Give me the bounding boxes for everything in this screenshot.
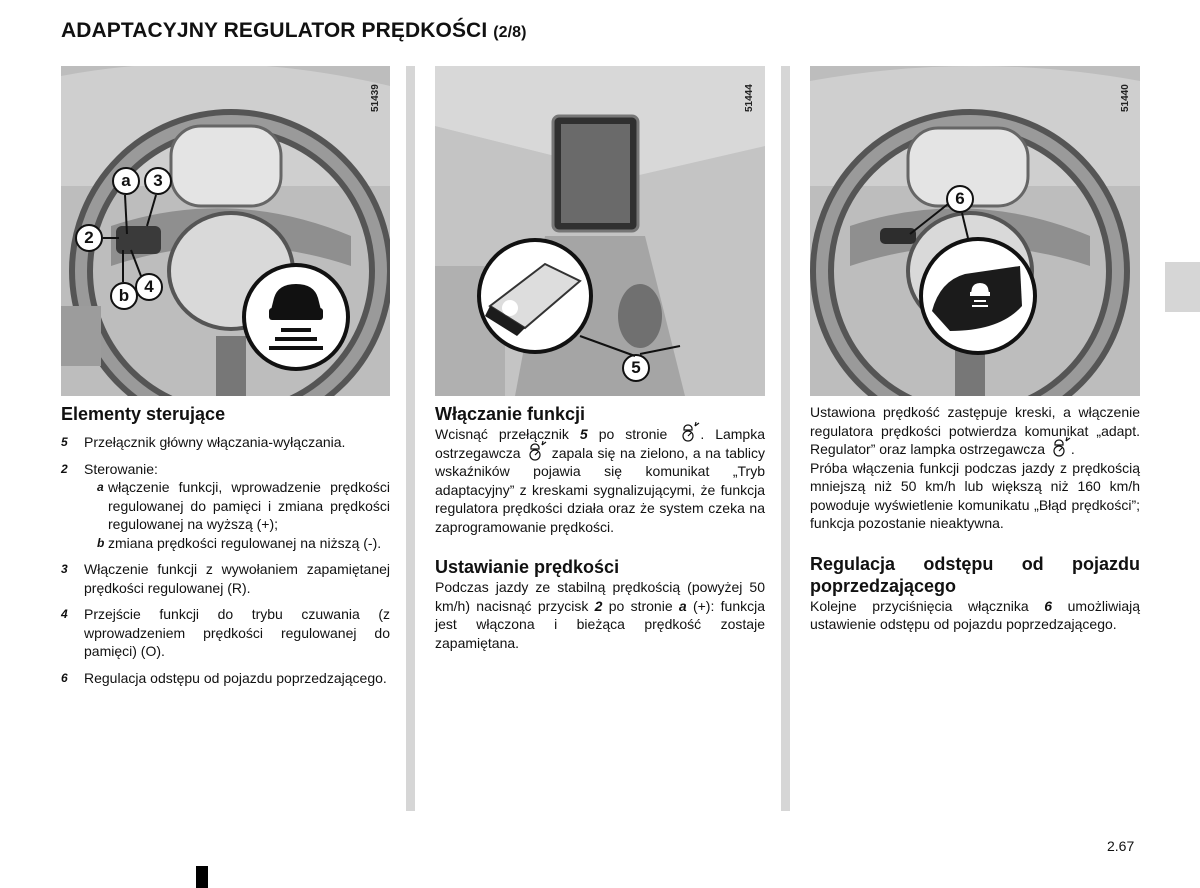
section-paragraph: Próba włączenia funkcji podczas jazdy z prędkością mniejszą niż 50 km/h lub większą niż 160 km/h powoduje wyświetlenie komunikatu „Błąd prędkości”; funkcja pozostanie nieaktywna. [810, 459, 1140, 531]
callout-b: b [110, 282, 138, 310]
item-key: 4 [61, 607, 68, 621]
text-span: po stronie [598, 426, 668, 442]
text-span: Kolejne przyciśnięcia włącznika [810, 597, 1029, 614]
figure-console-switch [435, 66, 765, 396]
text-span: po stronie [608, 597, 673, 614]
figure-distance-button [810, 66, 1140, 396]
figure-number: 51440 [1120, 84, 1131, 112]
text-span: Ustawiona prędkość zastępuje kreski, a włączenie regulatora prędkości potwierdza komunikat „adapt. Regulator” oraz lampka ostrzegawcza [810, 404, 1140, 457]
figure-steering-controls [61, 66, 390, 396]
list-item [61, 560, 390, 597]
item-key: 5 [61, 435, 68, 449]
page-title-text: ADAPTACYJNY REGULATOR PRĘDKOŚCI [61, 19, 488, 42]
text-span: (+): funkcja jest włączona i bieżąca prędkość zostaje zapamiętana. [435, 597, 765, 651]
page-number: 2.67 [1107, 838, 1135, 854]
item-key: 3 [61, 562, 68, 576]
callout-a: a [112, 167, 140, 195]
section-heading: Regulacja odstępu od pojazdu poprzedzającego [810, 553, 1140, 596]
sub-list-item [84, 478, 390, 534]
chapter-tab-marker [1165, 262, 1200, 312]
item-key: 2 [61, 461, 68, 476]
page-indicator: (2/8) [493, 24, 527, 41]
cruise-warning-lamp-icon [1049, 436, 1071, 458]
middle-column [435, 403, 765, 652]
text-span: . Lampka ostrzegawcza [435, 426, 766, 461]
page-title [61, 19, 527, 43]
figure-number: 51439 [370, 84, 381, 112]
item-key: 6 [61, 670, 68, 685]
sub-item-text: włączenie funkcji, wprowadzenie prędkości regulowanej do pamięci i zmiana prędkości regulowanej na wyższą (+); [108, 479, 390, 532]
callout-2: 2 [75, 224, 103, 252]
cruise-warning-lamp-icon [525, 440, 547, 462]
list-item [61, 460, 390, 553]
ref-key: 2 [594, 597, 603, 614]
callout-leader-lines [435, 66, 765, 396]
list-item [61, 669, 390, 688]
column-divider [406, 66, 415, 811]
ref-key: 5 [579, 426, 588, 442]
text-span: umożliwiają ustawienie odstępu od pojazdu poprzedzającego. [810, 597, 1140, 632]
sub-item-text: zmiana prędkości regulowanej na niższą (-). [108, 534, 382, 551]
callout-leader-lines [810, 66, 1140, 396]
callout-5: 5 [622, 354, 650, 382]
item-text: Włączenie funkcji z wywołaniem zapamiętanej prędkości regulowanej (R). [84, 561, 390, 596]
section-heading: Włączanie funkcji [435, 404, 586, 424]
section-heading: Elementy sterujące [61, 404, 226, 424]
right-column [810, 403, 1140, 634]
ref-key: a [678, 597, 687, 614]
text-span: zapala się na zielono, a na tablicy wskaźników pojawia się komunikat „Tryb adaptacyjny” z kreskami sygnalizującymi, że funkcja regulatora prędkości działa oraz że system czeka na zaprogramowanie prędkości. [435, 444, 766, 535]
text-span: . [1070, 441, 1075, 457]
text-span: Wcisnąć przełącznik [435, 426, 569, 442]
item-text: Sterowanie: [84, 460, 158, 477]
callout-6: 6 [946, 185, 974, 213]
item-text: Regulacja odstępu od pojazdu poprzedzającego. [84, 669, 387, 686]
sub-list [84, 478, 390, 552]
figure-number: 51444 [744, 84, 755, 112]
ref-key: 6 [1044, 597, 1053, 614]
list-item [61, 605, 390, 661]
section-paragraph [810, 403, 1140, 459]
column-divider [781, 66, 790, 811]
section-paragraph [435, 425, 765, 536]
adaptive-cruise-icon [241, 262, 375, 372]
print-mark [196, 866, 208, 888]
item-text: Przełącznik główny włączania-wyłączania. [84, 434, 346, 450]
callout-3: 3 [144, 167, 172, 195]
sub-list-item [84, 534, 390, 553]
cruise-distance-icon [678, 421, 700, 443]
list-item [61, 433, 390, 452]
controls-list [61, 433, 390, 687]
left-column [61, 403, 390, 687]
item-text: Przejście funkcji do trybu czuwania (z wprowadzeniem prędkości regulowanej do pamięci) (O). [84, 606, 390, 659]
section-paragraph [435, 578, 765, 652]
callout-4: 4 [135, 273, 163, 301]
text-span: Podczas jazdy ze stabilną prędkością (powyżej 50 km/h) nacisnąć przycisk [435, 579, 765, 614]
sub-item-key: a [97, 480, 104, 494]
section-paragraph [810, 597, 1140, 634]
section-heading: Ustawianie prędkości [435, 557, 620, 577]
sub-item-key: b [97, 535, 105, 550]
